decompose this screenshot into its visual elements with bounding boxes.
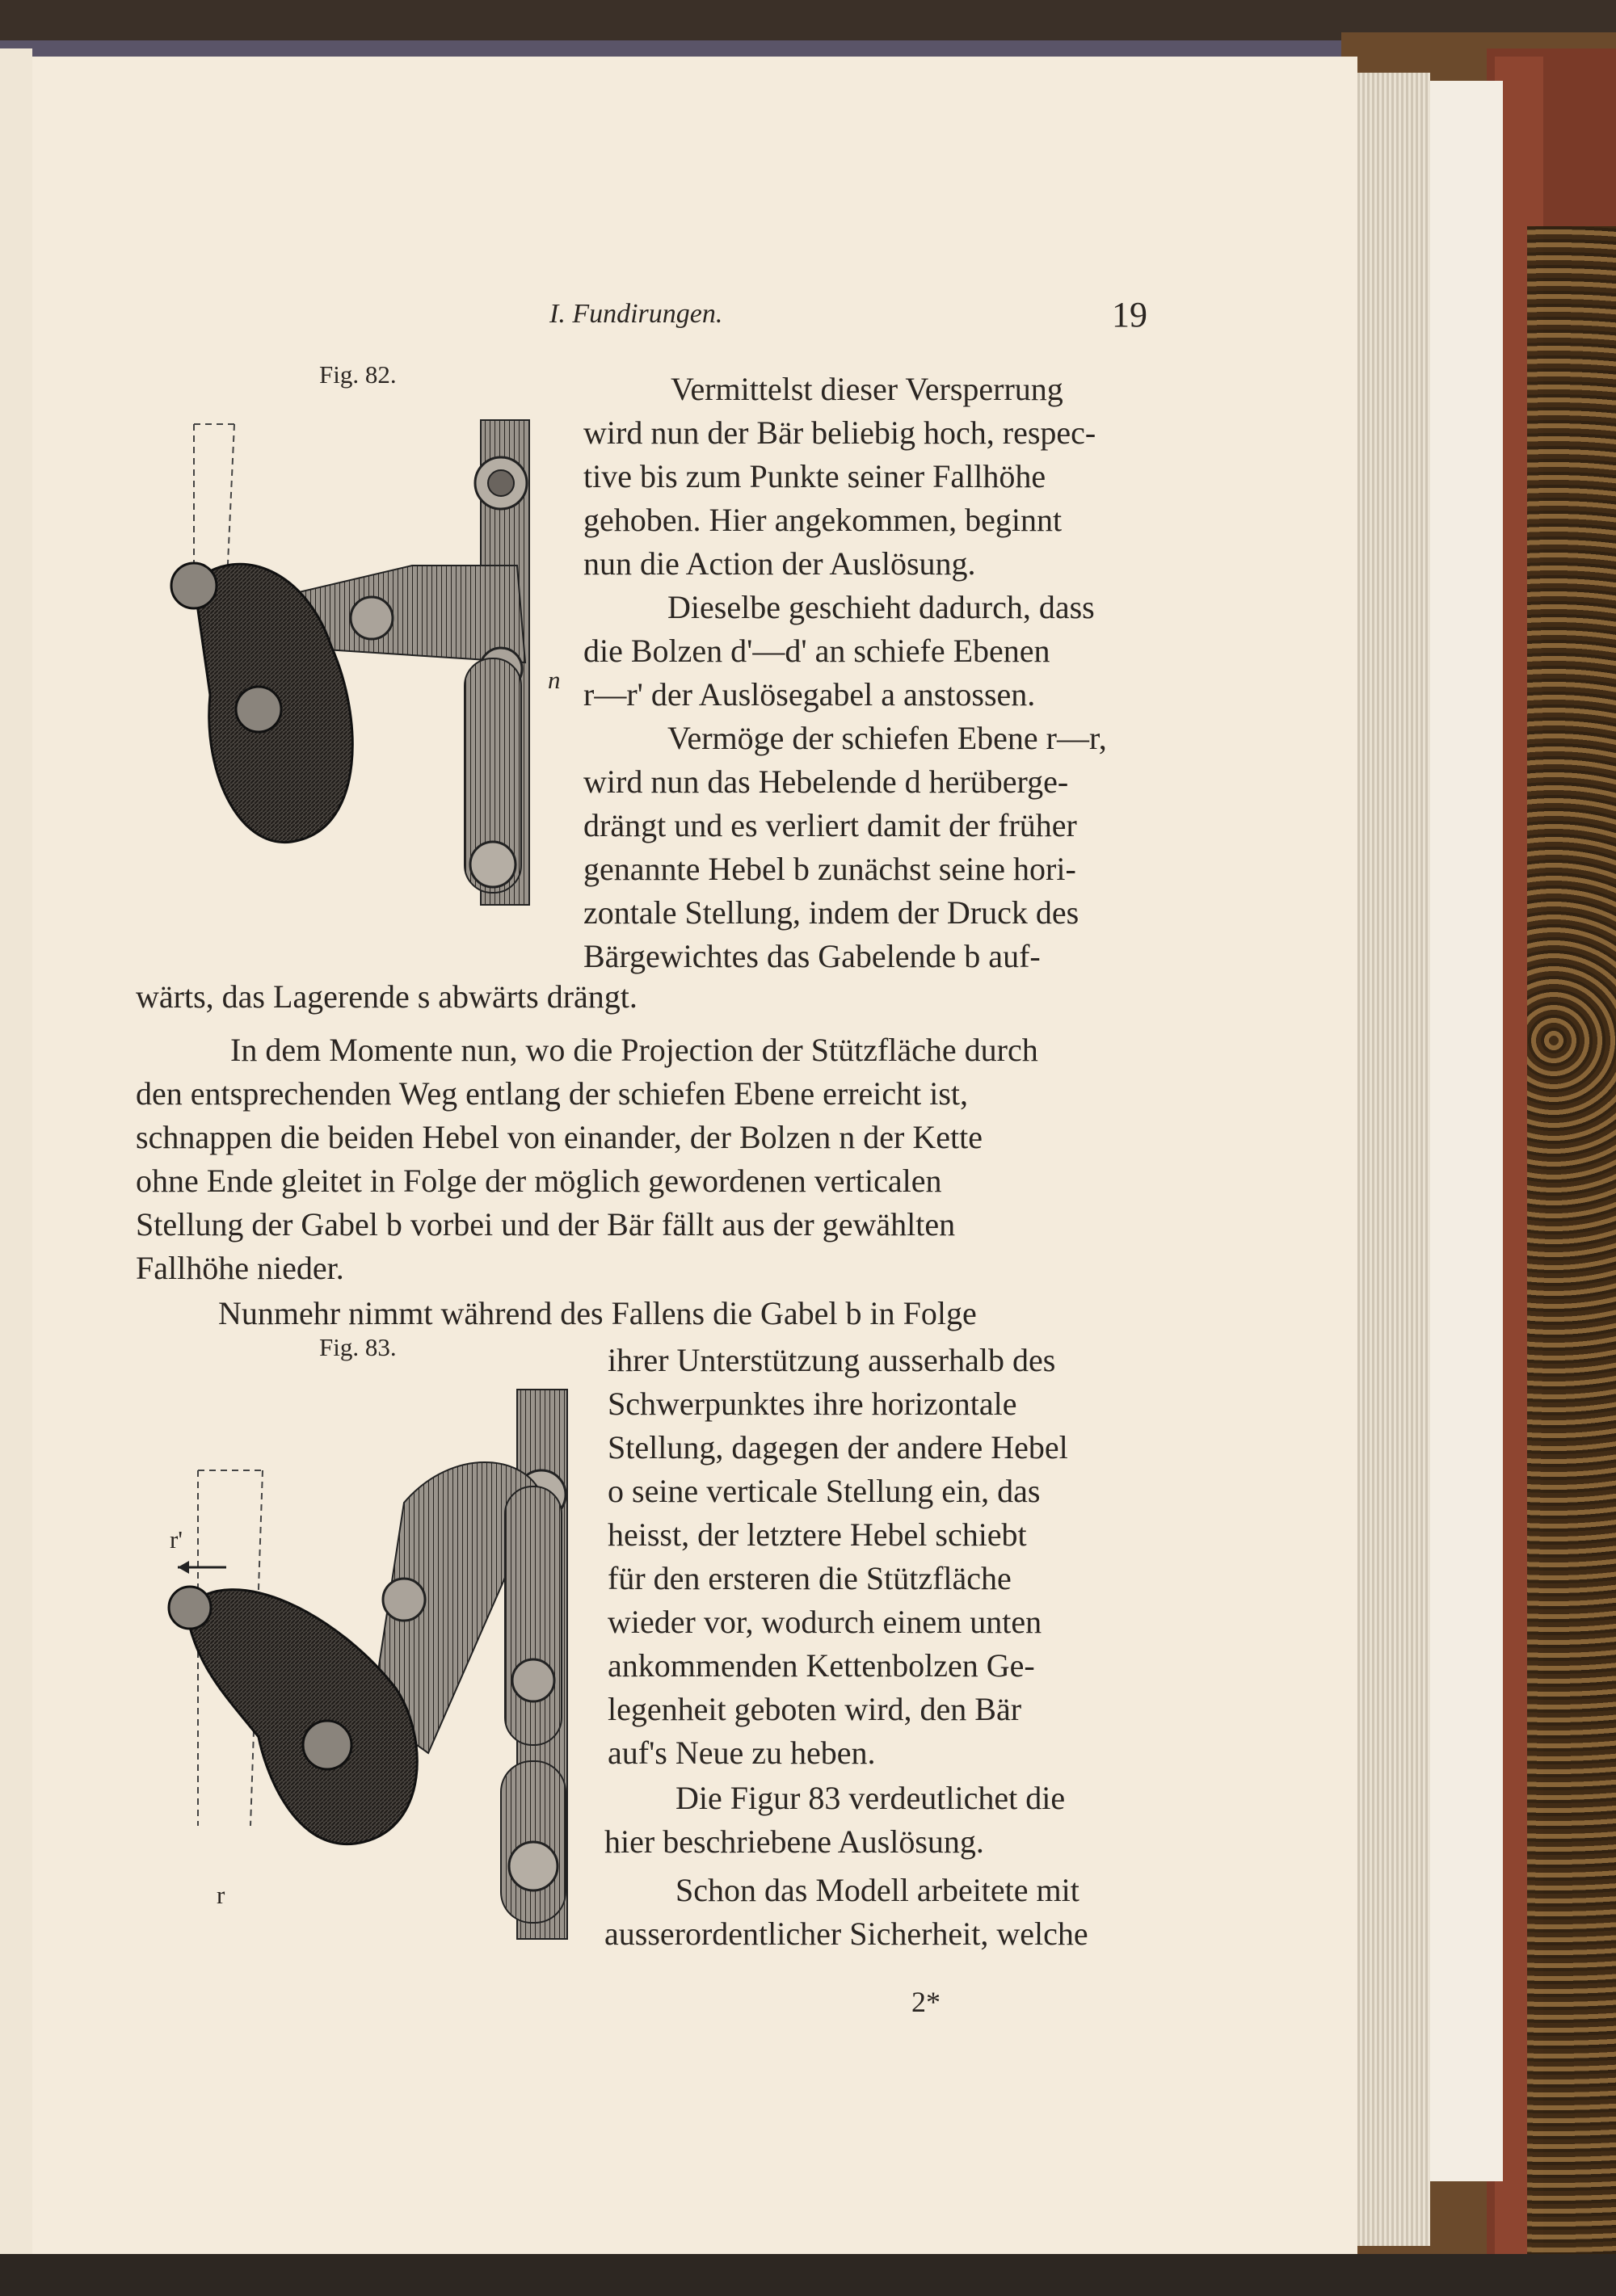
text-line-32: auf's Neue zu heben.: [608, 1735, 876, 1771]
text-line-11: drängt und es verliert damit der früher: [583, 807, 1077, 843]
text-line-15: wärts, das Lagerende s abwärts drängt.: [136, 978, 638, 1015]
text-line-1: Vermittelst dieser Versperrung: [671, 371, 1063, 407]
text-line-22: Nunmehr nimmt während des Fallens die Gabel b in Folge: [218, 1295, 977, 1331]
sheet-signature: 2*: [911, 1986, 941, 2018]
text-line-8: r—r' der Auslösegabel a anstossen.: [583, 676, 1036, 713]
text-line-24: Schwerpunktes ihre horizontale: [608, 1386, 1017, 1422]
text-line-28: für den ersteren die Stützfläche: [608, 1560, 1012, 1596]
text-line-7: die Bolzen d'—d' an schiefe Ebenen: [583, 633, 1050, 669]
text-line-25: Stellung, dagegen der andere Hebel: [608, 1429, 1068, 1465]
text-line-29: wieder vor, wodurch einem unten: [608, 1604, 1042, 1640]
text-line-3: tive bis zum Punkte seiner Fallhöhe: [583, 458, 1046, 494]
text-line-21: Fallhöhe nieder.: [136, 1250, 344, 1286]
text-line-31: legenheit geboten wird, den Bär: [608, 1691, 1022, 1727]
text-line-23: ihrer Unterstützung ausserhalb des: [608, 1342, 1056, 1378]
text-line-20: Stellung der Gabel b vorbei und der Bär fällt aus der gewählten: [136, 1206, 956, 1243]
text-line-12: genannte Hebel b zunächst seine hori-: [583, 851, 1076, 887]
text-line-2: wird nun der Bär beliebig hoch, respec-: [583, 414, 1096, 451]
text-line-30: ankommenden Kettenbolzen Ge-: [608, 1647, 1035, 1684]
text-line-33: Die Figur 83 verdeutlichet die: [675, 1780, 1066, 1816]
text-line-6: Dieselbe geschieht dadurch, dass: [667, 589, 1095, 625]
text-line-10: wird nun das Hebelende d herüberge-: [583, 763, 1069, 800]
marbled-endpaper: [1527, 226, 1616, 2262]
text-line-16: In dem Momente nun, wo die Projection der Stützfläche durch: [230, 1032, 1038, 1068]
text-line-35: Schon das Modell arbeitete mit: [675, 1872, 1079, 1908]
facing-page-edge: [0, 48, 32, 2296]
text-line-27: heisst, der letztere Hebel schiebt: [608, 1516, 1027, 1553]
figure-82-label-n: n: [548, 666, 561, 694]
figure-82-mechanism-illustration: [145, 404, 566, 921]
underlying-page: [1422, 81, 1503, 2181]
text-line-19: ohne Ende gleitet in Folge der möglich gewordenen verticalen: [136, 1163, 942, 1199]
text-line-26: o seine verticale Stellung ein, das: [608, 1473, 1041, 1509]
figure-83-label-r-prime: r': [170, 1525, 183, 1554]
text-line-18: schnappen die beiden Hebel von einander, der Bolzen n der Kette: [136, 1119, 983, 1155]
figure-83-label-r: r: [217, 1881, 225, 1909]
text-line-9: Vermöge der schiefen Ebene r—r,: [667, 720, 1107, 756]
text-line-4: gehoben. Hier angekommen, beginnt: [583, 502, 1063, 538]
figure-83-mechanism-illustration: [137, 1373, 590, 1955]
figure-83-caption: Fig. 83.: [319, 1333, 397, 1361]
text-line-5: nun die Action der Auslösung.: [583, 545, 976, 582]
text-line-17: den entsprechenden Weg entlang der schiefen Ebene erreicht ist,: [136, 1075, 969, 1112]
text-line-14: Bärgewichtes das Gabelende b auf-: [583, 938, 1041, 974]
page-number: 19: [1112, 295, 1147, 334]
figure-82-caption: Fig. 82.: [319, 360, 397, 389]
book-bottom-edge: [0, 2254, 1616, 2296]
text-line-34: hier beschriebene Auslösung.: [604, 1823, 984, 1860]
text-line-13: zontale Stellung, indem der Druck des: [583, 894, 1079, 931]
text-line-36: ausserordentlicher Sicherheit, welche: [604, 1915, 1088, 1952]
running-title: I. Fundirungen.: [549, 299, 723, 329]
